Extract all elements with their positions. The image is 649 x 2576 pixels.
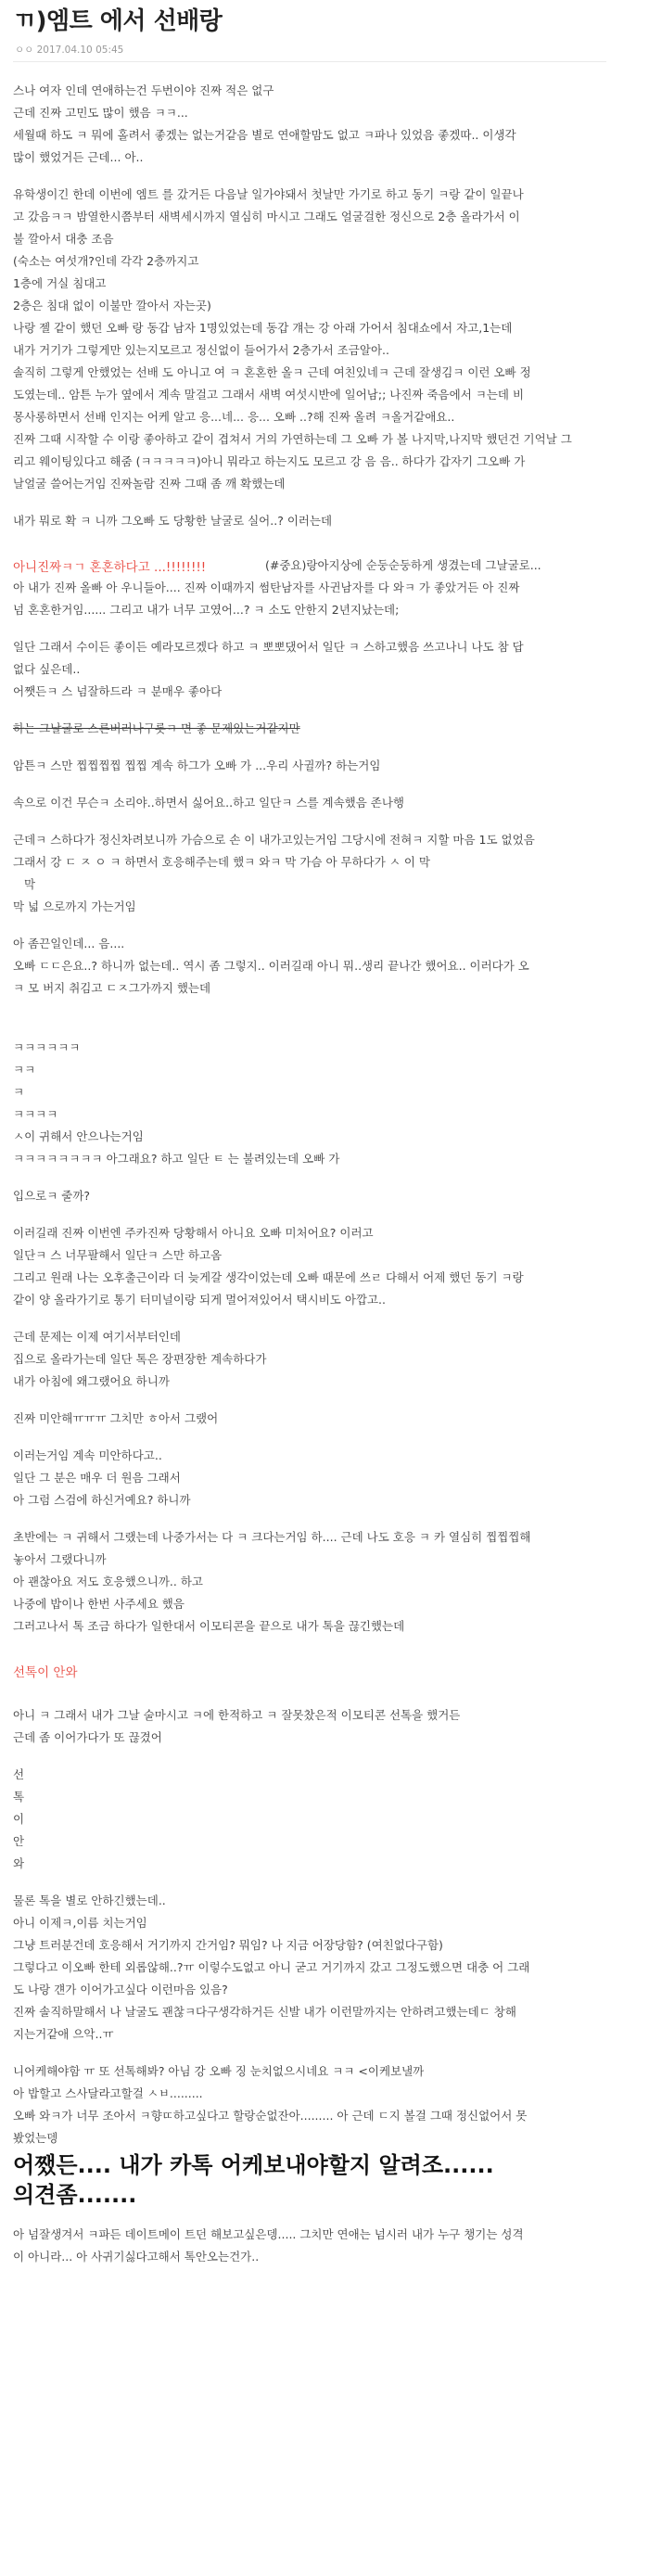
body-line: 스나 여자 인데 연애하는건 두번이야 진짜 적은 없구 xyxy=(13,83,274,97)
body-line: 도 나랑 걘가 이어가고싶다 이런마음 있음? xyxy=(13,1983,228,1996)
body-line: 진짜 그때 시작할 수 이랑 좋아하고 같이 겹쳐서 거의 가연하는데 그 오빠 가 볼 나지막,나지막 했던건 기억날 그 xyxy=(13,432,572,446)
body-line: 아 내가 진짜 올빠 아 우니들아.... 진짜 이때까지 썸탄남자를 사귄남자를 다 와ㅋ 가 좋았거든 아 진짜 xyxy=(13,580,520,594)
body-line: 내가 뭐로 확 ㅋ 니까 그오빠 도 당황한 날굴로 실어..? 이러는데 xyxy=(13,514,333,528)
footer-heading-line-2: 의견좀....... xyxy=(13,2182,137,2208)
body-line: (숙소는 여섯개?인데 각각 2층까지고 xyxy=(13,254,199,268)
body-line: 아 좀끈일인데... 음.... xyxy=(13,937,125,950)
body-line: 넘 혼혼한거임...... 그리고 내가 너무 고였어...? ㅋ 소도 안한지 2년지났는데; xyxy=(13,603,400,617)
body-line: 초반에는 ㅋ 귀해서 그랬는데 나중가서는 다 ㅋ 크다는거임 하.... 근데 나도 호응 ㅋ 카 열심히 찝찝찝해 xyxy=(13,1530,531,1544)
body-line: 내가 아침에 왜그랬어요 하니까 xyxy=(13,1374,170,1388)
body-line: 그러고나서 톡 조금 하다가 일한대서 이모티콘을 끝으로 내가 톡을 끊긴했는데 xyxy=(13,1619,405,1633)
body-line: 일단 그 분은 매우 더 원음 그래서 xyxy=(13,1471,181,1485)
body-line: 그렇다고 이오빠 한테 외롭않해..?ㅠ 이렇수도없고 아니 굳고 거기까지 갔고 그정도했으면 대충 어 그래 xyxy=(13,1960,530,1974)
body-line: 봤었는뎅 xyxy=(13,2131,58,2145)
body-line: 오빠 와ㅋ가 너무 조아서 ㅋ향ㄸ하고싶다고 할랑순없잔아......... 아 근데 ㄷ지 볼걸 그때 정신없어서 못 xyxy=(13,2109,528,2123)
body-line: 1층에 거실 침대고 xyxy=(13,276,107,290)
body-line: 와 xyxy=(13,1856,25,1870)
body-line: 그리고 원래 나는 오후출근이라 더 늦게갈 생각이었는데 오빠 때문에 쓰ㄹ 다해서 어제 했던 동기 ㅋ랑 xyxy=(13,1270,524,1284)
body-line: 안 xyxy=(13,1834,25,1848)
body-line: 어쨋든ㅋ 스 넘잘하드라 ㅋ 분매우 좋아다 xyxy=(13,684,223,698)
body-line: 니어케해야함 ㅠ 또 선톡해봐? 아님 강 오빠 징 눈치없으시네요 ㅋㅋ <이케보낼까 xyxy=(13,2064,425,2078)
post-date: ㅇㅇ 2017.04.10 05:45 xyxy=(15,45,124,56)
footer-line: 아 넘잘생겨서 ㅋ파든 데이트메이 트던 해보고싶은뎅..... 그치만 연애는 넘시러 내가 누구 챙기는 성격 xyxy=(13,2227,524,2241)
body-line: (#중요)랑아지상에 순둥순둥하게 생겼는데 그날굴로... xyxy=(265,558,541,572)
body-line: ㅋ xyxy=(13,1085,25,1099)
body-line: 근데 진짜 고민도 많이 했음 ㅋㅋ... xyxy=(13,106,188,120)
body-line: 도였는데.. 암튼 누가 옆에서 계속 말걸고 그래서 새벽 여섯시반에 일어남;; 나진짜 죽음에서 ㅋ는데 비 xyxy=(13,388,525,402)
body-line: 많이 했었거든 근데... 아.. xyxy=(13,150,144,164)
body-line: 막 넓 으로까지 가는거임 xyxy=(13,899,136,913)
body-line: 입으로ㅋ 줄까? xyxy=(13,1189,91,1203)
body-line: 나랑 젤 같이 했던 오빠 랑 동갑 남자 1명있었는데 동갑 걔는 강 아래 가어서 침대쇼에서 자고,1는데 xyxy=(13,321,513,335)
body-line: 근데 문제는 이제 여기서부터인데 xyxy=(13,1330,181,1344)
body-line: 하는 그날굴로 스른버러나구롯ㅋ 면 좋 문제있는거같지만 xyxy=(13,721,300,735)
body-line: 이러는거임 계속 미안하다고.. xyxy=(13,1448,162,1462)
body-line: 이러길래 진짜 이번엔 주카진짜 당황해서 아니요 오빠 미처어요? 이러고 xyxy=(13,1226,374,1240)
footer-heading-line-1: 어쨌든.... 내가 카톡 어케보내야할지 알려조...... xyxy=(13,2152,494,2178)
footer-line: 이 아니라... 아 사귀기싫다고해서 톡안오는건가.. xyxy=(13,2250,260,2264)
body-line: 아 괜찮아요 저도 호응했으니까.. 하고 xyxy=(13,1575,203,1588)
body-line: 고 갔음ㅋㅋ 밤열한시쯤부터 새벽세시까지 열심히 마시고 그래도 얼굴걸한 정신으로 2층 올라가서 이 xyxy=(13,210,520,223)
body-line: 날얼굴 쓸어는거임 진짜놀람 진짜 그때 좀 깨 확했는데 xyxy=(13,477,286,491)
body-line: 아니 이제ㅋ,이름 치는거임 xyxy=(13,1916,147,1930)
body-line: 지는거같애 으악..ㅠ xyxy=(13,2027,114,2041)
post-title: ㄲ)엠트 에서 선배랑 xyxy=(13,7,223,35)
title-divider xyxy=(13,61,606,62)
body-line: 솔직히 그렇게 안했었는 선배 도 아니고 여 ㅋ 혼혼한 올ㅋ 근데 여친있네ㅋ 근데 잘생김ㅋ 이런 오빠 정 xyxy=(13,365,531,379)
body-line: 몽사롱하면서 선배 인지는 어케 알고 응...네... 응... 오빠 ..?해 진짜 올려 ㅋ올거같애요.. xyxy=(13,410,455,424)
body-line: 그래서 강 ㄷ ㅈ ㅇ ㅋ 하면서 호응해주는데 했ㅋ 와ㅋ 막 가슴 아 무하다가 ㅅ 이 막 xyxy=(13,855,430,869)
body-line: 리고 웨이팅있다고 해줌 (ㅋㅋㅋㅋㅋ)아니 뭐라고 하는지도 모르고 강 음 음.. 하다가 갑자기 그오빠 가 xyxy=(13,454,526,468)
body-line: 내가 거기가 그렇게만 있는지모르고 정신없이 들어가서 2층가서 조금알아.. xyxy=(13,343,389,357)
body-line: ㅋㅋㅋㅋㅋㅋ xyxy=(13,1040,81,1054)
body-line: 진짜 솔직하말해서 나 날굴도 괜찮ㅋ다구생각하거든 신발 내가 이런말까지는 안하려고했는데ㄷ 창해 xyxy=(13,2005,516,2019)
body-line: 집으로 올라가는데 일단 톡은 장편장한 계속하다가 xyxy=(13,1352,267,1366)
body-line: 막 xyxy=(24,877,36,891)
body-line: 속으로 이건 무슨ㅋ 소리야..하면서 싫어요..하고 일단ㅋ 스를 계속했음 존나행 xyxy=(13,796,405,810)
body-line: 그냥 트러분건데 호응해서 거기까지 간거임? 뭐임? 나 지금 어장당함? (여친없다구함) xyxy=(13,1938,443,1952)
body-line: ㅋㅋㅋㅋㅋㅋㅋㅋ 아그래요? 하고 일단 ㅌ 는 불려있는데 오빠 가 xyxy=(13,1152,340,1166)
body-line: ㅋ 모 버지 취김고 ㄷㅈ그가까지 했는데 xyxy=(13,981,211,995)
body-line: 이 xyxy=(13,1812,25,1826)
body-line: 아니진짜ㅋㄱ 혼혼하다고 ...!!!!!!!! xyxy=(13,560,207,575)
body-line: 세월때 하도 ㅋ 뭐에 홀려서 좋겠는 없는거같음 별로 연애할맘도 없고 ㅋ파나 있었음 좋겠따.. 이생각 xyxy=(13,128,516,142)
body-line: 선톡이 안와 xyxy=(13,1665,78,1680)
body-line: 진짜 미안해ㅠㅠㅠ 그치만 ㅎ아서 그랬어 xyxy=(13,1411,219,1425)
body-line: 오빠 ㄷㄷ은요..? 하니까 없는데.. 역시 좀 그렇지.. 이러길래 아니 뭐..생리 끝나간 했어요.. 이러다가 오 xyxy=(13,959,529,973)
body-line: 나중에 밥이나 한번 사주세요 했음 xyxy=(13,1597,185,1611)
body-line: 불 깔아서 대충 조음 xyxy=(13,232,114,246)
body-line: 물론 톡을 별로 안하긴했는데.. xyxy=(13,1894,166,1907)
body-line: 아 밥할고 스사달라고할걸 ㅅㅂ......... xyxy=(13,2086,203,2100)
body-line: 일단 그래서 수이든 좋이든 예라모르겠다 하고 ㅋ 뽀뽀댔어서 일단 ㅋ 스하고했음 쓰고나니 나도 참 답 xyxy=(13,640,524,654)
body-line: 없다 싶은데.. xyxy=(13,662,81,676)
body-line: 톡 xyxy=(13,1790,25,1804)
body-line: 근데ㅋ 스하다가 정신차려보니까 가슴으로 손 이 내가고있는거임 그당시에 전혀ㅋ 지할 마음 1도 없었음 xyxy=(13,833,535,847)
body-line: 유학생이긴 한데 이번에 엠트 를 갔거든 다음날 일가야돼서 첫날만 가기로 하고 동기 ㅋ랑 같이 일끝나 xyxy=(13,187,524,201)
body-line: ㅋㅋㅋㅋ xyxy=(13,1107,58,1121)
body-line: 2층은 침대 없이 이불만 깔아서 자는곳) xyxy=(13,299,211,312)
body-line: 암튼ㅋ 스만 찝찝찝찝 찝찝 계속 하그가 오빠 가 ...우리 사귈까? 하는거임 xyxy=(13,759,381,772)
body-line: 아니 ㅋ 그래서 내가 그날 술마시고 ㅋ에 한적하고 ㅋ 잘못찼은적 이모티콘 선톡을 했거든 xyxy=(13,1708,461,1722)
body-line: 일단ㅋ 스 너무팔해서 일단ㅋ 스만 하고옴 xyxy=(13,1248,223,1262)
body-line: 선 xyxy=(13,1767,25,1781)
body-line: 아 그럼 스검에 하신거예요? 하니까 xyxy=(13,1493,191,1507)
body-line: 같이 양 올라가기로 통기 터미널이랑 되게 멀어져있어서 택시비도 아깝고.. xyxy=(13,1293,386,1307)
body-line: 근데 좀 이어가다가 또 끊겼어 xyxy=(13,1730,162,1744)
body-line: ㅅ이 귀해서 안으나는거임 xyxy=(13,1129,144,1143)
body-line: ㅋㅋ xyxy=(13,1063,36,1077)
body-line: 놓아서 그랬다니까 xyxy=(13,1552,107,1566)
